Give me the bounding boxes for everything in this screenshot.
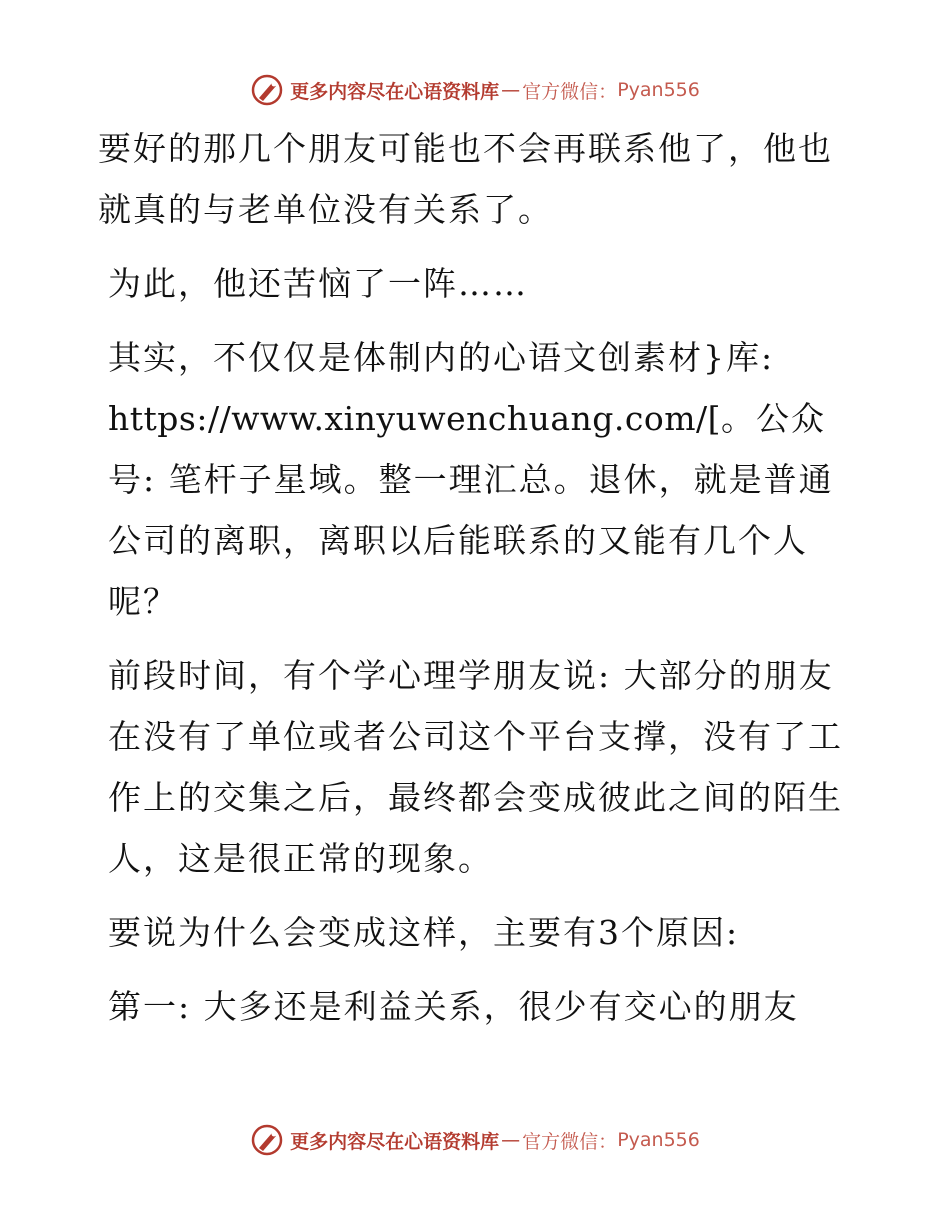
header-wechat-label: 官方微信： — [522, 80, 618, 103]
paragraph-1: 要好的那几个朋友可能也不会再联系他了，他也就真的与老单位没有关系了。 — [98, 129, 833, 229]
header-dash: — — [501, 79, 521, 101]
header-wechat-id: Pyan556 — [617, 79, 700, 101]
website-link[interactable]: https://www.xinyuwenchuang.com/[ — [108, 399, 722, 438]
footer-wechat-id: Pyan556 — [617, 1129, 700, 1151]
footer-dash: — — [501, 1129, 521, 1151]
pen-logo-icon — [250, 1123, 284, 1157]
paragraph-4: 前段时间，有个学心理学朋友说: 大部分的朋友在没有了单位或者公司这个平台支撑，没有了工作上的交集之后，最终都会变成彼此之间的陌生人，这是很正常的现象。 — [108, 656, 843, 878]
footer-wechat-label: 官方微信： — [522, 1130, 618, 1153]
paragraph-3-rest: 。公众号: 笔杆子星域。整一理汇总。退休，就是普通公司的离职，离职以后能联系的又能有几个人呢？ — [108, 399, 834, 621]
paragraph-6: 第一: 大多还是利益关系，很少有交心的朋友 — [108, 987, 799, 1026]
document-body — [98, 118, 858, 1050]
header-watermark — [0, 70, 950, 110]
pen-logo-icon — [250, 73, 284, 107]
footer-watermark — [0, 1120, 950, 1160]
paragraph-5: 要说为什么会变成这样，主要有3个原因: — [108, 913, 740, 952]
paragraph-3 — [98, 327, 858, 632]
header-site-text: 更多内容尽在心语资料库 — [290, 80, 500, 103]
paragraph-2: 为此，他还苦恼了一阵…… — [108, 264, 528, 303]
paragraph-3-intro: 其实，不仅仅是体制内的心语文创素材}库: — [108, 338, 775, 377]
footer-site-text: 更多内容尽在心语资料库 — [290, 1130, 500, 1153]
